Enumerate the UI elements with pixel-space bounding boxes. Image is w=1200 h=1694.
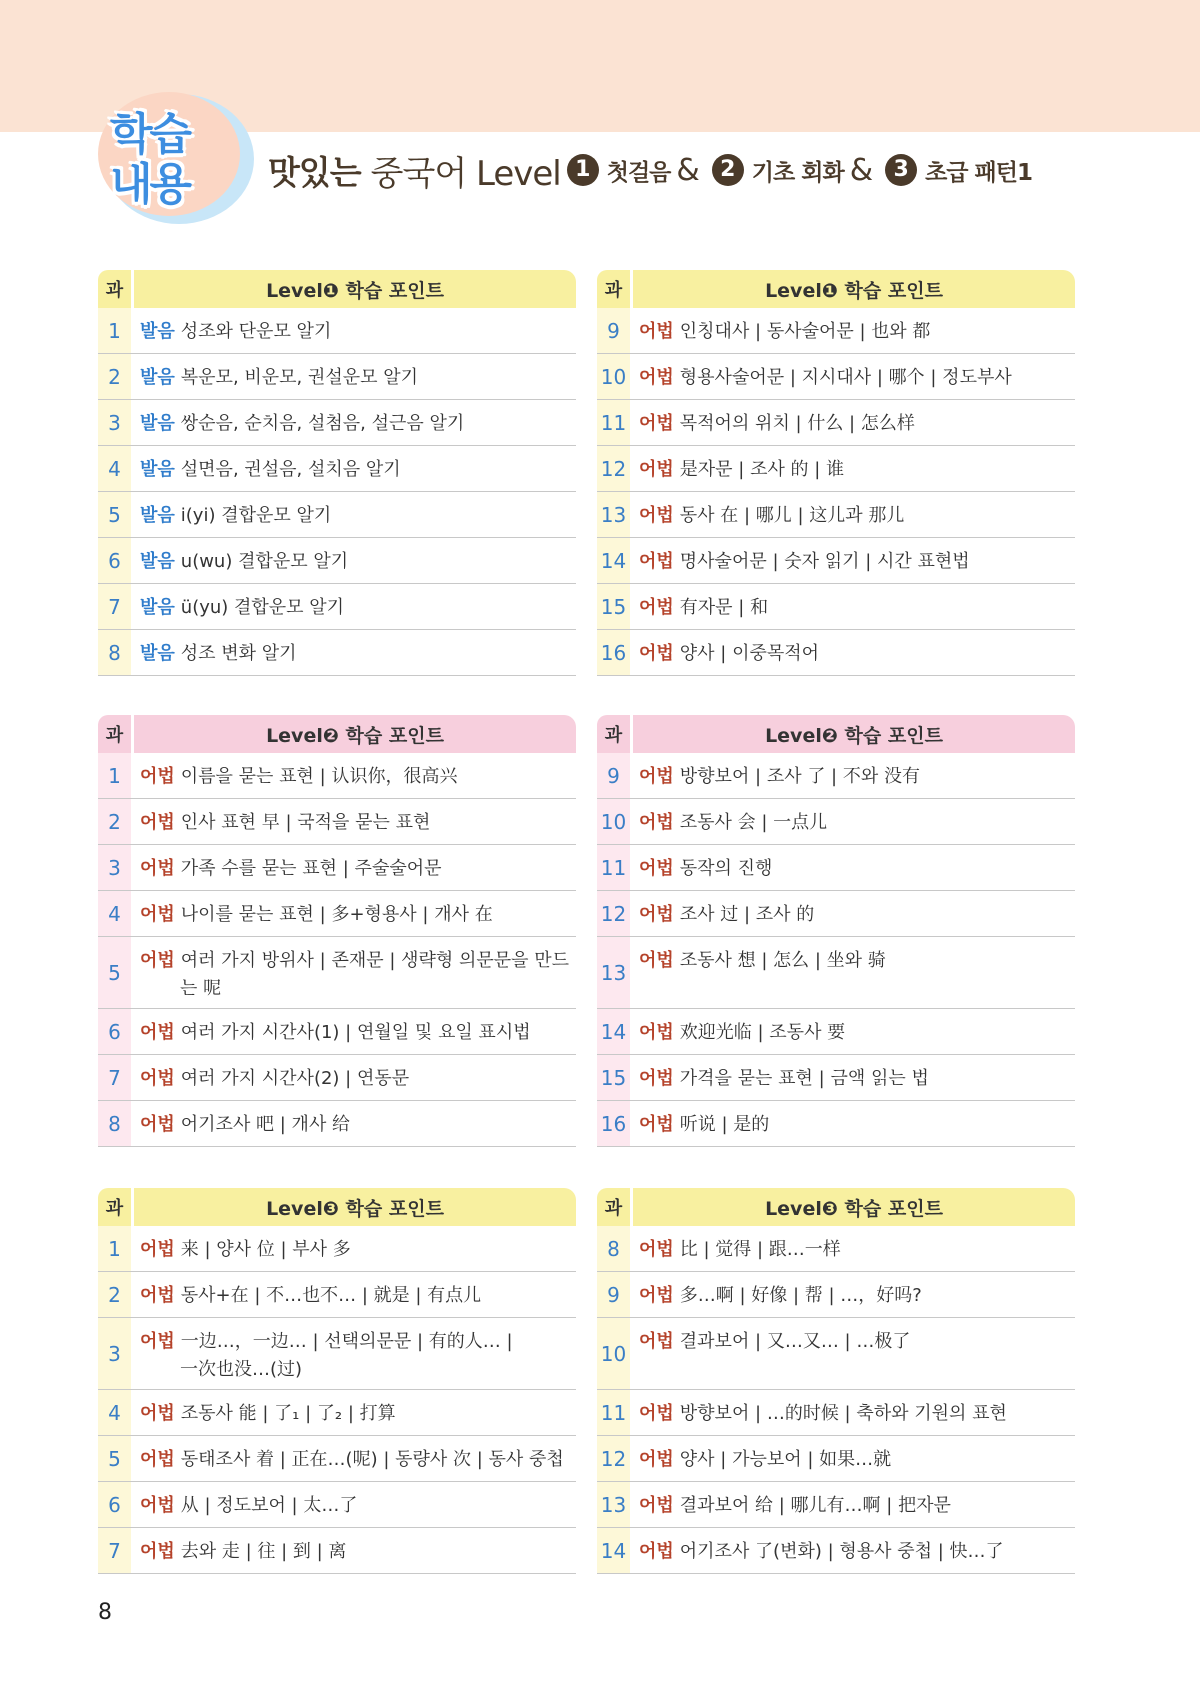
lesson-number: 15 <box>597 1055 630 1100</box>
level-number-2: 2 <box>712 154 744 186</box>
lesson-points: 이름을 묻는 표현 | 认识你，很高兴 <box>180 766 458 787</box>
lesson-points: ü(yu) 결합운모 알기 <box>180 597 345 618</box>
category-label: 발음 <box>140 413 175 434</box>
lesson-number: 1 <box>98 753 131 798</box>
lesson-number: 13 <box>597 937 630 1008</box>
lesson-points: 인사 표현 早 | 국적을 묻는 표현 <box>180 812 431 833</box>
table-row <box>597 891 1075 937</box>
table-row <box>98 1101 576 1147</box>
lesson-content <box>131 584 576 629</box>
lesson-points: 인칭대사 | 동사술어문 | 也와 都 <box>679 321 931 342</box>
category-label: 어법 <box>140 1541 175 1562</box>
table-row <box>597 492 1075 538</box>
lesson-points: 가족 수를 묻는 표현 | 주술술어문 <box>180 858 442 879</box>
lesson-points: 나이를 묻는 표현 | 多+형용사 | 개사 在 <box>180 904 493 925</box>
table-row <box>98 1009 576 1055</box>
lesson-points: 一边…，一边… | 선택의문문 | 有的人… | <box>180 1331 513 1352</box>
table-row <box>98 1226 576 1272</box>
lesson-table <box>98 1188 576 1574</box>
table-row <box>597 538 1075 584</box>
category-label: 어법 <box>140 904 175 925</box>
table-row <box>98 799 576 845</box>
category-label: 어법 <box>639 950 674 971</box>
category-label: 어법 <box>639 858 674 879</box>
table-header <box>597 1188 1075 1226</box>
category-label: 어법 <box>639 1068 674 1089</box>
lesson-points: 목적어의 위치 | 什么 | 怎么样 <box>679 413 915 434</box>
lesson-content <box>131 1436 576 1481</box>
lesson-content <box>131 1226 576 1271</box>
lesson-content <box>131 446 576 491</box>
category-label: 발음 <box>140 459 175 480</box>
category-label: 어법 <box>639 1541 674 1562</box>
lesson-points: 听说 | 是的 <box>679 1114 770 1135</box>
lesson-number: 3 <box>98 845 131 890</box>
category-label: 어법 <box>639 766 674 787</box>
category-label: 어법 <box>140 1114 175 1135</box>
level-number-1: 1 <box>567 154 599 186</box>
lesson-points: 동사 在 | 哪儿 | 这儿과 那儿 <box>679 505 905 526</box>
header-title: Level❶ 학습 포인트 <box>134 270 576 308</box>
ampersand: & <box>676 152 700 188</box>
table-row <box>98 1482 576 1528</box>
table-row <box>597 584 1075 630</box>
lesson-content <box>131 1390 576 1435</box>
category-label: 어법 <box>140 1495 175 1516</box>
category-label: 어법 <box>140 1068 175 1089</box>
table-row <box>597 1528 1075 1574</box>
table-row <box>98 1390 576 1436</box>
lesson-number: 5 <box>98 1436 131 1481</box>
lesson-content <box>630 1226 1075 1271</box>
lesson-points: 복운모, 비운모, 권설운모 알기 <box>180 367 419 388</box>
lesson-points: 방향보어 | …的时候 | 축하와 기원의 표현 <box>679 1403 1007 1424</box>
level-label-3: 초급 패턴1 <box>925 159 1032 186</box>
lesson-points: 欢迎光临 | 조동사 要 <box>679 1022 846 1043</box>
lesson-number: 1 <box>98 1226 131 1271</box>
lesson-number: 6 <box>98 1009 131 1054</box>
header-lesson-col: 과 <box>597 1188 630 1226</box>
category-label: 어법 <box>140 1331 175 1352</box>
lesson-content <box>630 400 1075 445</box>
lesson-content <box>131 400 576 445</box>
lesson-points: 가격을 묻는 표현 | 금액 읽는 법 <box>679 1068 929 1089</box>
lesson-points: 是자문 | 조사 的 | 谁 <box>679 459 845 480</box>
lesson-number: 14 <box>597 538 630 583</box>
category-label: 어법 <box>140 766 175 787</box>
lesson-content <box>131 891 576 936</box>
table-row <box>98 354 576 400</box>
table-header <box>98 715 576 753</box>
category-label: 발음 <box>140 643 175 664</box>
lesson-points: 比 | 觉得 | 跟…一样 <box>679 1239 841 1260</box>
lesson-number: 9 <box>597 308 630 353</box>
category-label: 어법 <box>639 1239 674 1260</box>
lesson-number: 11 <box>597 400 630 445</box>
lesson-content <box>630 753 1075 798</box>
category-label: 어법 <box>140 1403 175 1424</box>
lesson-points: 多…啊 | 好像 | 帮 | …，好吗? <box>679 1285 922 1306</box>
table-row <box>98 1436 576 1482</box>
lesson-content <box>131 1482 576 1527</box>
table-row <box>98 492 576 538</box>
table-row <box>597 400 1075 446</box>
lesson-content <box>630 1055 1075 1100</box>
table-row <box>98 845 576 891</box>
lesson-content <box>131 1528 576 1573</box>
lesson-points: 성조와 단운모 알기 <box>180 321 332 342</box>
lesson-content <box>630 1482 1075 1527</box>
level-label-1: 첫걸음 <box>606 159 671 186</box>
table-header <box>597 715 1075 753</box>
badge-line-2: 내용 <box>110 159 190 210</box>
level-number-3: 3 <box>885 154 917 186</box>
lesson-content <box>630 492 1075 537</box>
lesson-points: 조동사 想 | 怎么 | 坐와 骑 <box>679 950 886 971</box>
category-label: 어법 <box>639 1403 674 1424</box>
table-row <box>98 446 576 492</box>
table-row <box>98 891 576 937</box>
category-label: 어법 <box>639 1114 674 1135</box>
lesson-points: 어기조사 了(변화) | 형용사 중첩 | 快…了 <box>679 1541 1004 1562</box>
lesson-table <box>98 715 576 1147</box>
table-row <box>597 446 1075 492</box>
lesson-points: 去와 走 | 往 | 到 | 离 <box>180 1541 347 1562</box>
lesson-content <box>630 1390 1075 1435</box>
category-label: 어법 <box>639 1449 674 1470</box>
lesson-number: 16 <box>597 630 630 675</box>
header-lesson-col: 과 <box>597 715 630 753</box>
table-row <box>98 1055 576 1101</box>
lesson-points: 여러 가지 시간사(2) | 연동문 <box>180 1068 410 1089</box>
level-label-2: 기초 회화 <box>751 159 844 186</box>
lesson-content <box>630 538 1075 583</box>
category-label: 어법 <box>140 858 175 879</box>
category-label: 어법 <box>639 1285 674 1306</box>
lesson-points: 여러 가지 방위사 | 존재문 | 생략형 의문문을 만드 <box>180 950 570 971</box>
lesson-number: 12 <box>597 446 630 491</box>
lesson-points: 有자문 | 和 <box>679 597 769 618</box>
lesson-content <box>630 1101 1075 1146</box>
category-label: 어법 <box>639 1022 674 1043</box>
category-label: 발음 <box>140 551 175 572</box>
category-label: 어법 <box>639 1331 674 1352</box>
table-row <box>98 584 576 630</box>
lesson-number: 15 <box>597 584 630 629</box>
header-lesson-col: 과 <box>98 715 131 753</box>
category-label: 어법 <box>639 812 674 833</box>
lesson-number: 7 <box>98 1055 131 1100</box>
category-label: 어법 <box>639 551 674 572</box>
lesson-content <box>131 308 576 353</box>
lesson-points: 동사+在 | 不…也不… | 就是 | 有点儿 <box>180 1285 482 1306</box>
lesson-content <box>630 1318 1075 1389</box>
lesson-points: 동태조사 着 | 正在…(呢) | 동량사 次 | 동사 중첩 <box>180 1449 564 1470</box>
lesson-number: 10 <box>597 1318 630 1389</box>
table-row <box>98 937 576 1009</box>
header-title: Level❸ 학습 포인트 <box>633 1188 1075 1226</box>
lesson-content <box>630 630 1075 675</box>
table-row <box>597 937 1075 1009</box>
category-label: 어법 <box>639 1495 674 1516</box>
lesson-points-continued: 一次也没…(过) <box>180 1359 303 1380</box>
lesson-number: 14 <box>597 1528 630 1573</box>
lesson-number: 9 <box>597 1272 630 1317</box>
lesson-points: 결과보어 给 | 哪儿有…啊 | 把자문 <box>679 1495 951 1516</box>
lesson-number: 8 <box>597 1226 630 1271</box>
table-header <box>98 1188 576 1226</box>
table-row <box>597 1390 1075 1436</box>
lesson-number: 11 <box>597 845 630 890</box>
table-row <box>597 1436 1075 1482</box>
lesson-table <box>597 270 1075 676</box>
lesson-number: 3 <box>98 1318 131 1389</box>
table-row <box>98 753 576 799</box>
lesson-table <box>597 715 1075 1147</box>
lesson-points: 양사 | 가능보어 | 如果…就 <box>679 1449 892 1470</box>
table-row <box>597 1318 1075 1390</box>
lesson-content <box>131 1272 576 1317</box>
lesson-points: 양사 | 이중목적어 <box>679 643 820 664</box>
lesson-content <box>131 937 576 1008</box>
category-label: 발음 <box>140 597 175 618</box>
lesson-number: 6 <box>98 538 131 583</box>
lesson-table <box>597 1188 1075 1574</box>
page-title <box>268 148 1032 192</box>
table-row <box>597 1101 1075 1147</box>
table-row <box>597 1226 1075 1272</box>
category-label: 어법 <box>639 413 674 434</box>
lesson-content <box>131 1101 576 1146</box>
header-title: Level❷ 학습 포인트 <box>633 715 1075 753</box>
table-row <box>597 1009 1075 1055</box>
category-label: 어법 <box>639 643 674 664</box>
lesson-points: u(wu) 결합운모 알기 <box>180 551 349 572</box>
lesson-points: i(yi) 결합운모 알기 <box>180 505 332 526</box>
lesson-points: 형용사술어문 | 지시대사 | 哪个 | 정도부사 <box>679 367 1012 388</box>
lesson-points: 성조 변화 알기 <box>180 643 297 664</box>
lesson-content <box>630 1009 1075 1054</box>
lesson-number: 9 <box>597 753 630 798</box>
table-row <box>597 1272 1075 1318</box>
lesson-number: 14 <box>597 1009 630 1054</box>
lesson-number: 3 <box>98 400 131 445</box>
table-row <box>98 538 576 584</box>
table-row <box>98 308 576 354</box>
table-row <box>597 354 1075 400</box>
lesson-points: 조사 过 | 조사 的 <box>679 904 815 925</box>
lesson-content <box>131 1009 576 1054</box>
lesson-number: 12 <box>597 1436 630 1481</box>
lesson-number: 1 <box>98 308 131 353</box>
category-label: 어법 <box>639 459 674 480</box>
table-row <box>597 845 1075 891</box>
lesson-content <box>630 1528 1075 1573</box>
lesson-number: 2 <box>98 1272 131 1317</box>
header-lesson-col: 과 <box>98 1188 131 1226</box>
header-title: Level❶ 학습 포인트 <box>633 270 1075 308</box>
lesson-content <box>131 845 576 890</box>
lesson-content <box>630 446 1075 491</box>
page-number: 8 <box>98 1600 112 1625</box>
lesson-points: 결과보어 | 又…又… | …极了 <box>679 1331 911 1352</box>
lesson-points: 来 | 양사 位 | 부사 多 <box>180 1239 351 1260</box>
lesson-number: 8 <box>98 1101 131 1146</box>
title-subject: 중국어 Level <box>370 153 561 194</box>
table-row <box>597 630 1075 676</box>
lesson-points-continued: 는 呢 <box>180 978 222 999</box>
table-row <box>98 1318 576 1390</box>
lesson-content <box>630 937 1075 1008</box>
lesson-number: 2 <box>98 354 131 399</box>
header-lesson-col: 과 <box>98 270 131 308</box>
lesson-content <box>131 1055 576 1100</box>
lesson-points: 설면음, 권설음, 설치음 알기 <box>180 459 401 480</box>
ampersand: & <box>849 152 874 188</box>
table-header <box>98 270 576 308</box>
lesson-number: 13 <box>597 1482 630 1527</box>
category-label: 어법 <box>140 812 175 833</box>
lesson-points: 여러 가지 시간사(1) | 연월일 및 요일 표시법 <box>180 1022 531 1043</box>
lesson-content <box>630 1436 1075 1481</box>
lesson-table <box>98 270 576 676</box>
lesson-number: 5 <box>98 937 131 1008</box>
lesson-number: 13 <box>597 492 630 537</box>
category-label: 어법 <box>140 1285 175 1306</box>
category-label: 어법 <box>639 321 674 342</box>
table-row <box>98 400 576 446</box>
header-title: Level❷ 학습 포인트 <box>134 715 576 753</box>
category-label: 어법 <box>639 597 674 618</box>
lesson-content <box>131 354 576 399</box>
lesson-content <box>131 1318 576 1389</box>
lesson-number: 16 <box>597 1101 630 1146</box>
lesson-number: 7 <box>98 584 131 629</box>
lesson-points: 조동사 会 | 一点儿 <box>679 812 828 833</box>
lesson-content <box>131 630 576 675</box>
table-row <box>597 799 1075 845</box>
lesson-points: 동작의 진행 <box>679 858 773 879</box>
lesson-number: 11 <box>597 1390 630 1435</box>
category-label: 발음 <box>140 505 175 526</box>
lesson-number: 5 <box>98 492 131 537</box>
lesson-number: 2 <box>98 799 131 844</box>
table-row <box>98 1272 576 1318</box>
lesson-points: 어기조사 吧 | 개사 给 <box>180 1114 351 1135</box>
section-badge <box>98 92 256 224</box>
category-label: 어법 <box>140 950 175 971</box>
category-label: 어법 <box>639 904 674 925</box>
table-row <box>98 1528 576 1574</box>
lesson-number: 10 <box>597 799 630 844</box>
category-label: 어법 <box>140 1022 175 1043</box>
lesson-content <box>630 308 1075 353</box>
lesson-number: 10 <box>597 354 630 399</box>
lesson-number: 7 <box>98 1528 131 1573</box>
header-title: Level❸ 학습 포인트 <box>134 1188 576 1226</box>
lesson-content <box>131 538 576 583</box>
lesson-content <box>630 584 1075 629</box>
title-brand: 맛있는 <box>268 152 361 192</box>
lesson-points: 방향보어 | 조사 了 | 不와 没有 <box>679 766 920 787</box>
lesson-content <box>131 799 576 844</box>
category-label: 발음 <box>140 321 175 342</box>
lesson-number: 4 <box>98 891 131 936</box>
category-label: 어법 <box>639 505 674 526</box>
lesson-number: 12 <box>597 891 630 936</box>
lesson-content <box>630 845 1075 890</box>
lesson-points: 从 | 정도보어 | 太…了 <box>180 1495 358 1516</box>
category-label: 어법 <box>140 1239 175 1260</box>
table-header <box>597 270 1075 308</box>
category-label: 어법 <box>639 367 674 388</box>
table-row <box>597 1055 1075 1101</box>
lesson-content <box>630 799 1075 844</box>
lesson-number: 4 <box>98 1390 131 1435</box>
lesson-content <box>131 492 576 537</box>
category-label: 발음 <box>140 367 175 388</box>
lesson-content <box>630 891 1075 936</box>
lesson-content <box>630 1272 1075 1317</box>
lesson-content <box>630 354 1075 399</box>
lesson-number: 6 <box>98 1482 131 1527</box>
lesson-points: 쌍순음, 순치음, 설첨음, 설근음 알기 <box>180 413 465 434</box>
lesson-points: 명사술어문 | 숫자 읽기 | 시간 표현법 <box>679 551 970 572</box>
lesson-points: 조동사 能 | 了₁ | 了₂ | 打算 <box>180 1403 396 1424</box>
table-row <box>597 753 1075 799</box>
table-row <box>597 1482 1075 1528</box>
lesson-number: 4 <box>98 446 131 491</box>
table-row <box>597 308 1075 354</box>
lesson-content <box>131 753 576 798</box>
category-label: 어법 <box>140 1449 175 1470</box>
lesson-number: 8 <box>98 630 131 675</box>
badge-line-1: 학습 <box>110 109 190 160</box>
table-row <box>98 630 576 676</box>
header-lesson-col: 과 <box>597 270 630 308</box>
